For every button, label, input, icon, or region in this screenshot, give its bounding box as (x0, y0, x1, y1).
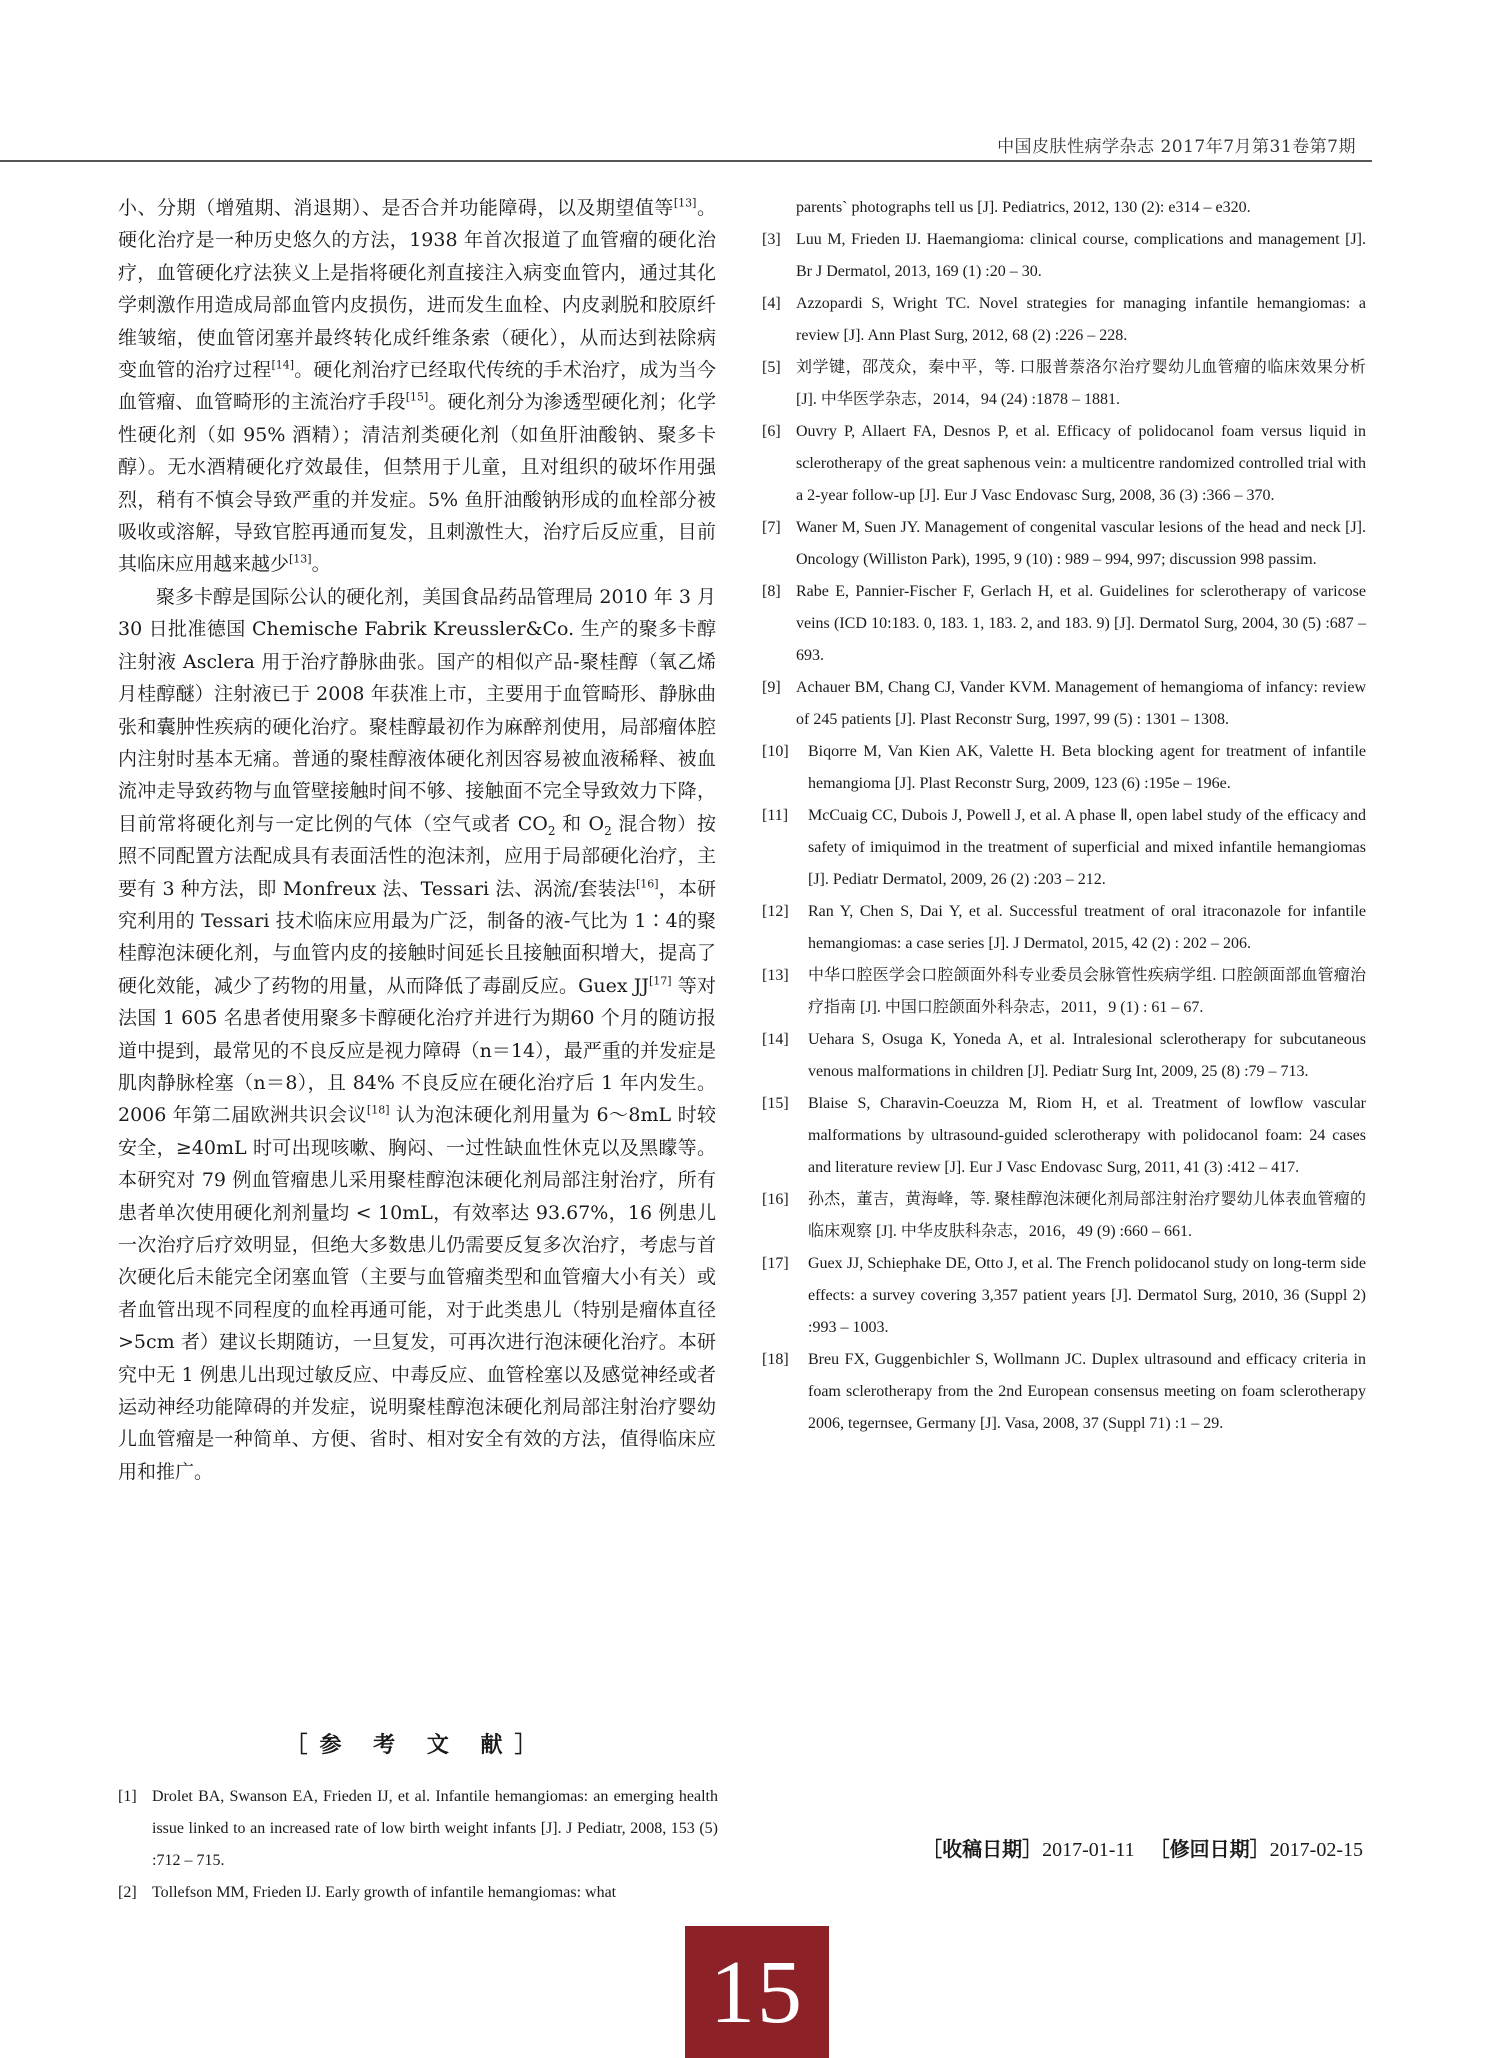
reference-text: Ran Y, Chen S, Dai Y, et al. Successful treatment of oral itraconazole for infantile hemangiomas: a case series [J]. J Dermatol, 2015, 42 (2) : 202 – 206. (808, 903, 1366, 952)
p2-text-a: 聚多卡醇是国际公认的硬化剂，美国食品药品管理局 2010 年 3 月 30 日批准德国 Chemische Fabrik Kreussler&Co. 生产的聚多卡醇注射液 Asclera 用于治疗静脉曲张。国产的相似产品-聚桂醇（氧乙烯月桂醇醚）注射液已于 2008 年获准上市，主要用于血管畸形、静脉曲张和囊肿性疾病的硬化治疗。聚桂醇最初作为麻醉剂使用，局部瘤体腔内注射时基本无痛。普通的聚桂醇液体硬化剂因容易被血液稀释、被血流冲走导致药物与血管壁接触时间不够、接触面不完全导致效力下降，目前常将硬化剂与一定比例的气体（空气或者 CO (118, 585, 716, 835)
reference-number: [2] (118, 1884, 137, 1901)
reference-item (762, 896, 1366, 960)
reference-item (118, 1877, 718, 1909)
reference-number: [18] (762, 1351, 789, 1368)
body-paragraph-1 (118, 192, 716, 581)
reference-item (762, 1344, 1366, 1440)
reference-number: [13] (762, 967, 789, 984)
reference-number: [14] (762, 1031, 789, 1048)
reference-number: [16] (762, 1191, 789, 1208)
reference-number: [9] (762, 679, 781, 696)
reference-number: [1] (118, 1788, 137, 1805)
p2-text-c: 混合物）按照不同配置方法配成具有表面活性的泡沫剂，应用于局部硬化治疗，主要有 3 种方法，即 Monfreux 法、Tessari 法、涡流/套装法 (118, 812, 716, 900)
reference-text: Blaise S, Charavin-Coeuzza M, Riom H, et al. Treatment of lowflow vascular malformations by ultrasound-guided sclerotherapy with polidocanol foam: 24 cases and literature review [J]. Eur J Vasc Endovasc Surg, 2011, 41 (3) :412 – 417. (808, 1095, 1366, 1176)
reference-item (762, 512, 1366, 576)
reference-text: Waner M, Suen JY. Management of congenital vascular lesions of the head and neck [J]. Oncology (Williston Park), 1995, 9 (10) : 989 – 994, 997; discussion 998 passim. (796, 519, 1366, 568)
citation-18: [18] (366, 1104, 390, 1118)
reference-number: [8] (762, 583, 781, 600)
citation-16: [16] (635, 877, 659, 891)
reference-item (762, 672, 1366, 736)
p1-text-d: 。硬化剂分为渗透型硬化剂；化学性硬化剂（如 95% 酒精）；清洁剂类硬化剂（如鱼肝油酸钠、聚多卡醇）。无水酒精硬化疗效最佳，但禁用于儿童，且对组织的破坏作用强烈，稍有不慎会导致严重的并发症。5% 鱼肝油酸钠形成的血栓部分被吸收或溶解，导致官腔再通而复发，且刺激性大，治疗后反应重，目前其临床应用越来越少 (118, 391, 716, 576)
reference-text: McCuaig CC, Dubois J, Powell J, et al. A phase Ⅱ, open label study of the efficacy and safety of imiquimod in the treatment of superficial and mixed infantile hemangiomas [J]. Pediatr Dermatol, 2009, 26 (2) :203 – 212. (808, 807, 1366, 888)
citation-13: [13] (673, 196, 697, 210)
reference-item (762, 224, 1366, 288)
citation-14: [14] (271, 358, 295, 372)
reference-number: [17] (762, 1255, 789, 1272)
reference-item (762, 1088, 1366, 1184)
reference-text: 孙杰，董吉，黄海峰，等. 聚桂醇泡沫硬化剂局部注射治疗婴幼儿体表血管瘤的临床观察 [J]. 中华皮肤科杂志，2016，49 (9) :660 – 661. (808, 1191, 1366, 1240)
p2-text-b: 和 O (555, 812, 605, 835)
reference-text: 中华口腔医学会口腔颌面外科专业委员会脉管性疾病学组. 口腔颌面部血管瘤治疗指南 [J]. 中国口腔颌面外科杂志，2011，9 (1) : 61 – 67. (808, 967, 1366, 1016)
reference-text: Biqorre M, Van Kien AK, Valette H. Beta blocking agent for treatment of infantile hemangioma [J]. Plast Reconstr Surg, 2009, 123 (6) :195e – 196e. (808, 743, 1366, 792)
reference-number: [5] (762, 359, 781, 376)
p1-text-e: 。 (311, 553, 331, 576)
p2-text-d: ，本研究利用的 Tessari 技术临床应用最为广泛，制备的液-气比为 1∶4的聚桂醇泡沫硬化剂，与血管内皮的接触时间延长且接触面积增大，提高了硬化效能，减少了药物的用量，从而降低了毒副反应。Guex JJ (118, 877, 716, 997)
reference-item (118, 1781, 718, 1877)
p2-sub-co2: 2 (547, 823, 556, 838)
revised-date-label: ［修回日期］ (1149, 1839, 1270, 1861)
page-number-box (685, 1926, 829, 2058)
reference-item (762, 576, 1366, 672)
reference-number: [7] (762, 519, 781, 536)
reference-number (762, 192, 796, 224)
reference-number: [3] (762, 231, 781, 248)
journal-header: 中国皮肤性病学杂志 2017年7月第31卷第7期 (997, 137, 1356, 157)
reference-item (762, 352, 1366, 416)
reference-item (762, 800, 1366, 896)
header-rule (0, 160, 1372, 162)
submission-dates (922, 1833, 1363, 1862)
citation-17: [17] (649, 974, 672, 988)
p1-text-b: 。硬化治疗是一种历史悠久的方法，1938 年首次报道了血管瘤的硬化治疗，血管硬化疗法狭义上是指将硬化剂直接注入病变血管内，通过其化学刺激作用造成局部血管内皮损伤，进而发生血栓、内皮剥脱和胶原纤维皱缩，使血管闭塞并最终转化成纤维条索（硬化），从而达到祛除病变血管的治疗过程 (118, 197, 716, 382)
body-text-column (118, 192, 716, 1488)
reference-text: Achauer BM, Chang CJ, Vander KVM. Management of hemangioma of infancy: review of 245 patients [J]. Plast Reconstr Surg, 1997, 99 (5) : 1301 – 1308. (796, 679, 1366, 728)
reference-item (762, 416, 1366, 512)
p2-text-e: 等对法国 1 605 名患者使用聚多卡醇硬化治疗并进行为期60 个月的随访报道中提到，最常见的不良反应是视力障碍（n＝14），最严重的并发症是肌肉静脉栓塞（n＝8），且 84% 不良反应在硬化治疗后 1 年内发生。2006 年第二届欧洲共识会议 (118, 974, 716, 1127)
reference-text: 刘学键，邵茂众，秦中平，等. 口服普萘洛尔治疗婴幼儿血管瘤的临床效果分析 [J]. 中华医学杂志，2014，94 (24) :1878 – 1881. (796, 359, 1366, 408)
reference-item (762, 960, 1366, 1024)
reference-number: [4] (762, 295, 781, 312)
reference-item (762, 1248, 1366, 1344)
reference-number: [12] (762, 903, 789, 920)
p2-sub-o2: 2 (604, 823, 612, 838)
reference-number: [11] (762, 807, 789, 824)
reference-number: [15] (762, 1095, 789, 1112)
revised-date: 2017-02-15 (1269, 1839, 1363, 1861)
p1-text-a: 小、分期（增殖期、消退期）、是否合并功能障碍，以及期望值等 (118, 197, 674, 219)
reference-text: Azzopardi S, Wright TC. Novel strategies for managing infantile hemangiomas: a review [J]. Ann Plast Surg, 2012, 68 (2) :226 – 228. (796, 295, 1366, 344)
reference-text: Guex JJ, Schiephake DE, Otto J, et al. The French polidocanol study on long-term side effects: a survey covering 3,357 patient years [J]. Dermatol Surg, 2010, 36 (Suppl 2) :993 – 1003. (808, 1255, 1366, 1336)
reference-item (762, 736, 1366, 800)
received-date-label: ［收稿日期］ (922, 1839, 1043, 1861)
references-heading: ［参 考 文 献］ (285, 1732, 549, 1758)
references-list-left (118, 1781, 718, 1909)
reference-text: Uehara S, Osuga K, Yoneda A, et al. Intralesional sclerotherapy for subcutaneous venous malformations in children [J]. Pediatr Surg Int, 2009, 25 (8) :79 – 713. (808, 1031, 1366, 1080)
reference-text: Ouvry P, Allaert FA, Desnos P, et al. Efficacy of polidocanol foam versus liquid in sclerotherapy of the great saphenous vein: a multicentre randomized controlled trial with a 2-year follow-up [J]. Eur J Vasc Endovasc Surg, 2008, 36 (3) :366 – 370. (796, 423, 1366, 504)
reference-item (762, 1024, 1366, 1088)
reference-number: [6] (762, 423, 781, 440)
reference-item (762, 288, 1366, 352)
reference-text: Breu FX, Guggenbichler S, Wollmann JC. Duplex ultrasound and efficacy criteria in foam sclerotherapy from the 2nd European consensus meeting on foam sclerotherapy 2006, tegernsee, Germany [J]. Vasa, 2008, 37 (Suppl 71) :1 – 29. (808, 1351, 1366, 1432)
received-date: 2017-01-11 (1042, 1839, 1135, 1861)
citation-15: [15] (405, 391, 429, 405)
p2-text-f: 认为泡沫硬化剂用量为 6～8mL 时较安全，≥40mL 时可出现咳嗽、胸闷、一过性缺血性休克以及黑矇等。本研究对 79 例血管瘤患儿采用聚桂醇泡沫硬化剂局部注射治疗，所有患者单次使用硬化剂剂量均 < 10mL，有效率达 93.67%，16 例患儿一次治疗后疗效明显，但绝大多数患儿仍需要反复多次治疗，考虑与首次硬化后未能完全闭塞血管（主要与血管瘤类型和血管瘤大小有关）或者血管出现不同程度的血栓再通可能，对于此类患儿（特别是瘤体直径 >5cm 者）建议长期随访，一旦复发，可再次进行泡沫硬化治疗。本研究中无 1 例患儿出现过敏反应、中毒反应、血管栓塞以及感觉神经或者运动神经功能障碍的并发症，说明聚桂醇泡沫硬化剂局部注射治疗婴幼儿血管瘤是一种简单、方便、省时、相对安全有效的方法，值得临床应用和推广。 (118, 1104, 716, 1483)
reference-item (762, 192, 1366, 224)
reference-number: [10] (762, 743, 789, 760)
page-number: 15 (710, 1942, 804, 2042)
reference-item (762, 1184, 1366, 1248)
p1-text-c: 。硬化剂治疗已经取代传统的手术治疗，成为当今血管瘤、血管畸形的主流治疗手段 (118, 359, 716, 414)
reference-text: Drolet BA, Swanson EA, Frieden IJ, et al. Infantile hemangiomas: an emerging health issue linked to an increased rate of low birth weight infants [J]. J Pediatr, 2008, 153 (5) :712 – 715. (152, 1788, 718, 1869)
citation-13b: [13] (289, 553, 312, 567)
references-list-right (762, 192, 1366, 1440)
body-paragraph-2 (118, 581, 716, 1488)
reference-text: Luu M, Frieden IJ. Haemangioma: clinical course, complications and management [J]. Br J Dermatol, 2013, 169 (1) :20 – 30. (796, 231, 1366, 280)
reference-text: Rabe E, Pannier-Fischer F, Gerlach H, et al. Guidelines for sclerotherapy of varicose veins (ICD 10:183. 0, 183. 1, 183. 2, and 183. 9) [J]. Dermatol Surg, 2004, 30 (5) :687 – 693. (796, 583, 1366, 664)
reference-text: parents` photographs tell us [J]. Pediatrics, 2012, 130 (2): e314 – e320. (796, 199, 1251, 216)
reference-text: Tollefson MM, Frieden IJ. Early growth of infantile hemangiomas: what (152, 1884, 617, 1901)
